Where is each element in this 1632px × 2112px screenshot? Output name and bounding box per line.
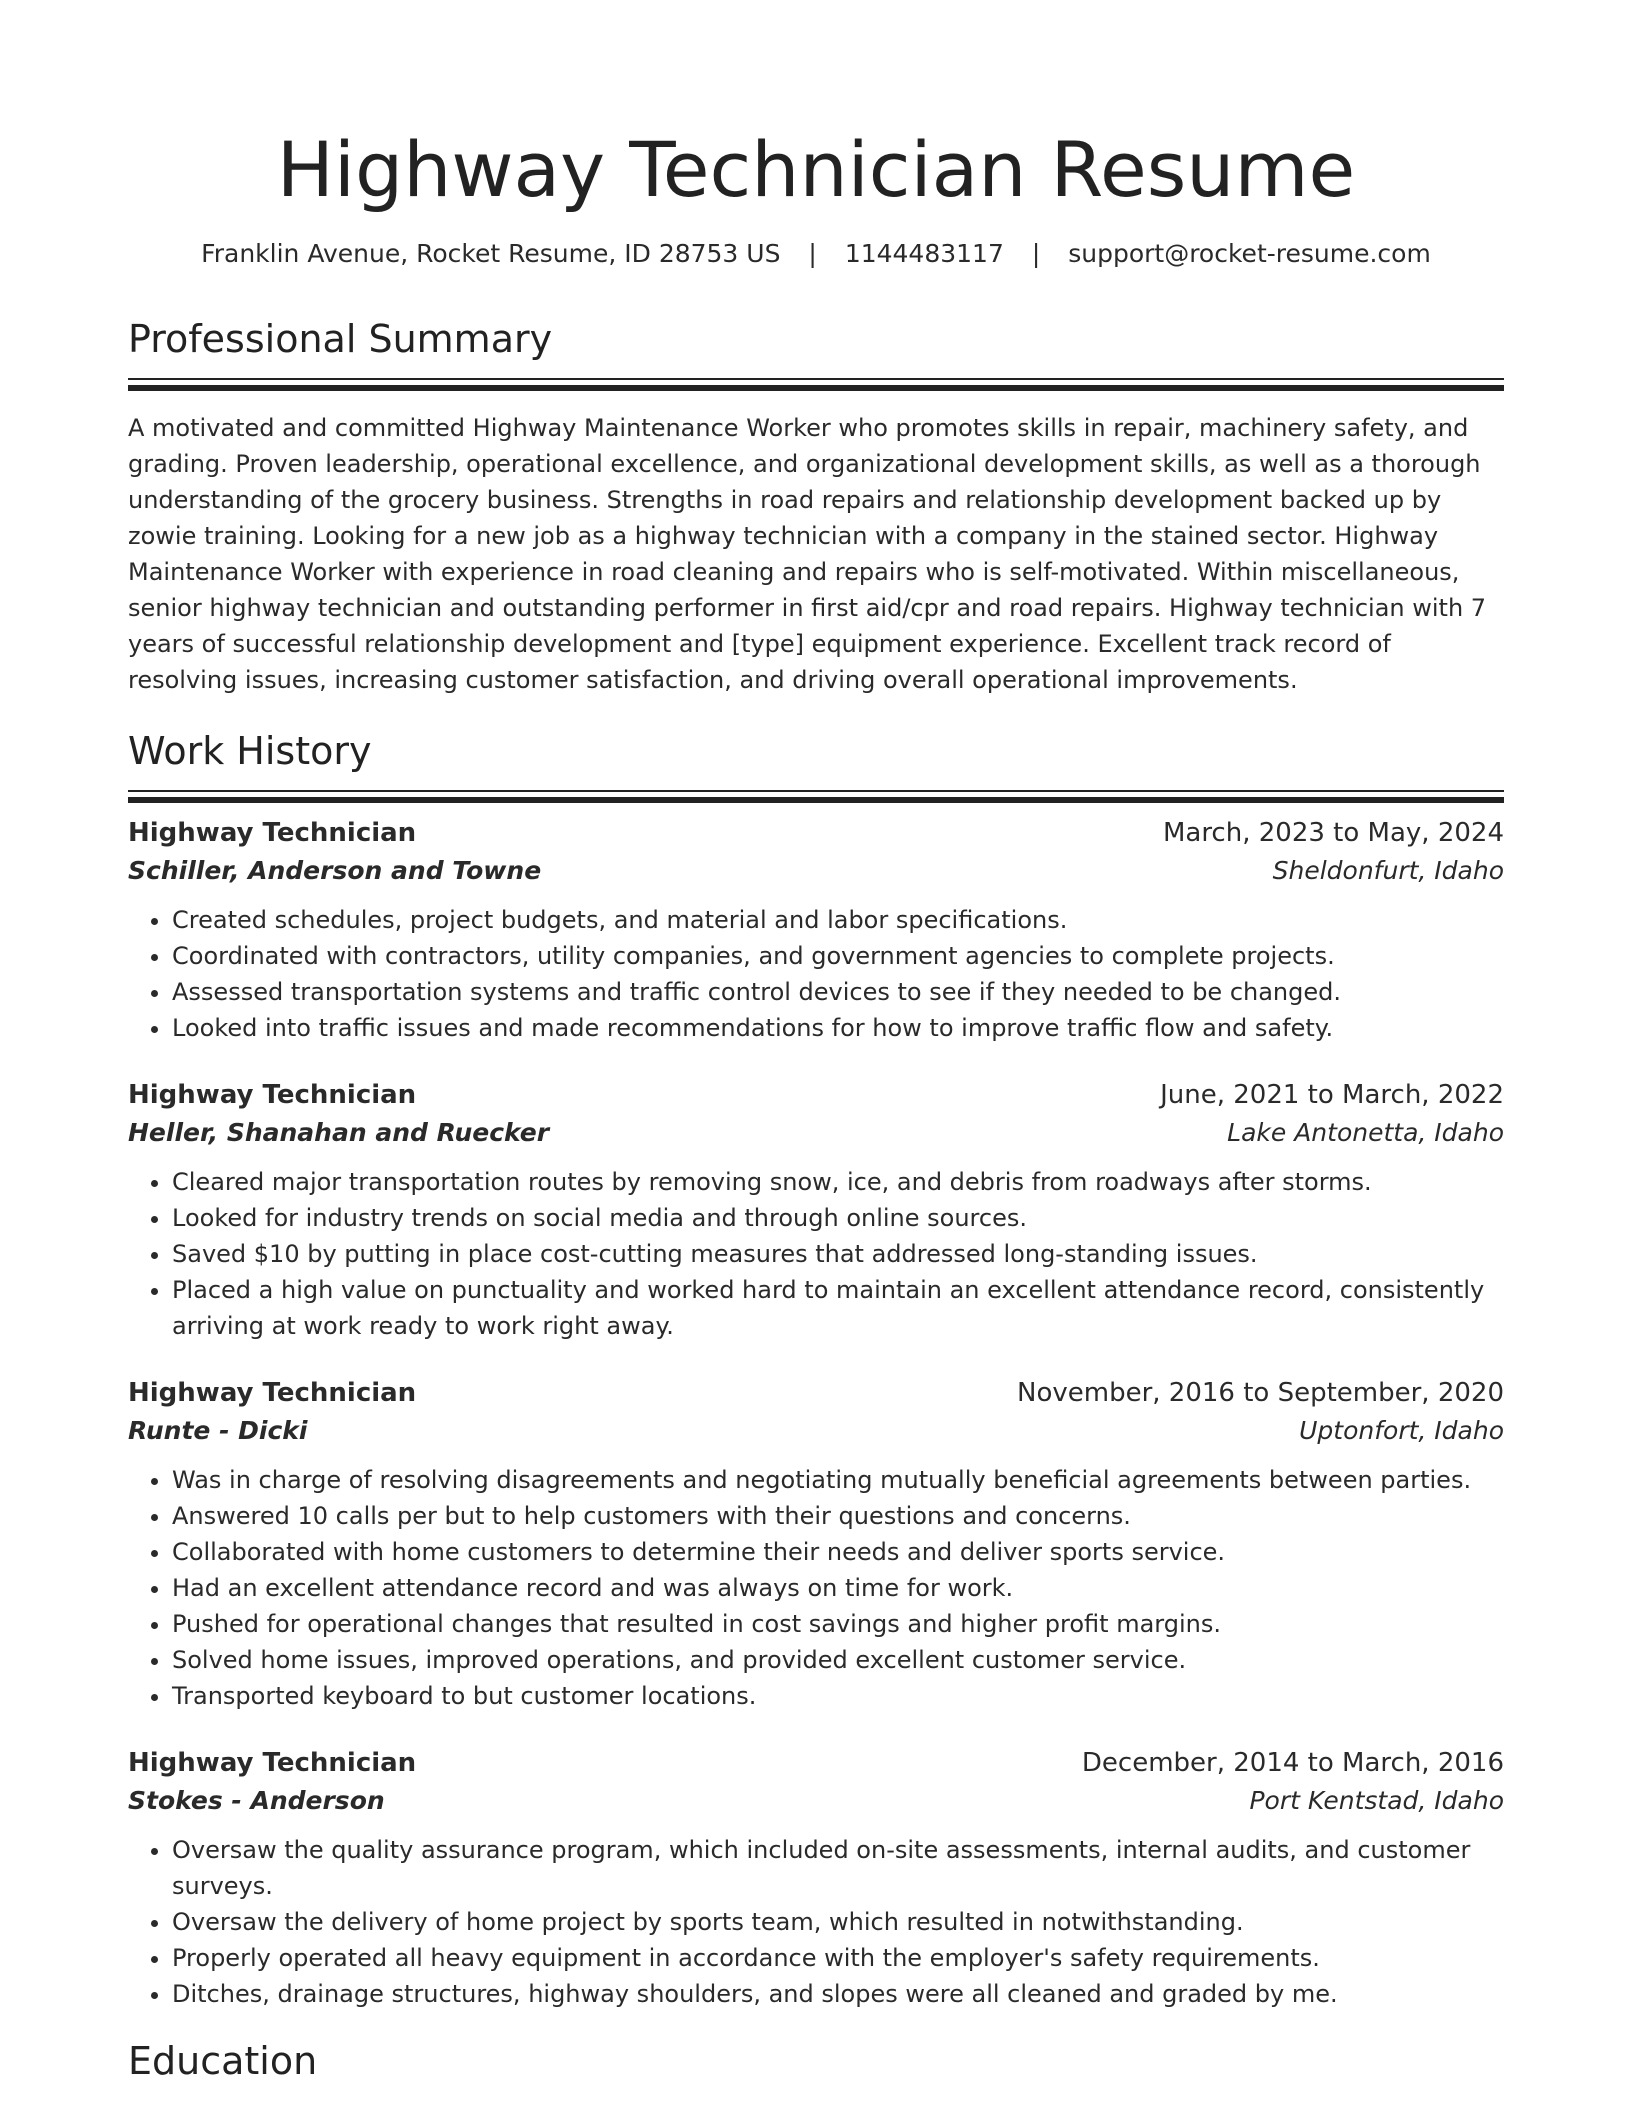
job-duty: • Created schedules, project budgets, and material and labor specifications. <box>172 902 1504 938</box>
education-section <box>128 2036 1504 2086</box>
separator: | <box>808 239 817 268</box>
address-text: Franklin Avenue, Rocket Resume, ID 28753 US <box>201 239 781 268</box>
job-duty: • Placed a high value on punctuality and worked hard to maintain an excellent attendance record, consistently arriving at work ready to work right away. <box>172 1272 1504 1344</box>
work-history-heading: Work History <box>128 729 372 773</box>
job-duties-list <box>128 1462 1504 1714</box>
job-duty: • Looked into traffic issues and made recommendations for how to improve traffic flow and safety. <box>172 1010 1504 1046</box>
resume-page <box>128 0 1504 2086</box>
section-divider <box>128 790 1504 800</box>
job-duty: • Ditches, drainage structures, highway shoulders, and slopes were all cleaned and graded by me. <box>172 1976 1504 2012</box>
job-duty: • Was in charge of resolving disagreements and negotiating mutually beneficial agreements between parties. <box>172 1462 1504 1498</box>
job-title: Highway Technician <box>128 1080 417 1110</box>
resume-title: Highway Technician Resume <box>276 125 1356 214</box>
company-name: Stokes - Anderson <box>128 1786 385 1815</box>
job-duty: • Cleared major transportation routes by removing snow, ice, and debris from roadways after storms. <box>172 1164 1504 1200</box>
company-name: Runte - Dicki <box>128 1416 308 1445</box>
summary-text: A motivated and committed Highway Maintenance Worker who promotes skills in repair, machinery safety, and grading. Proven leadership, operational excellence, and organizational development skills, as well as a thorough understanding of the grocery business. Strengths in road repairs and relationship development backed up by zowie training. Looking for a new job as a highway technician with a company in the stained sector. Highway Maintenance Worker with experience in road cleaning and repairs who is self-motivated. Within miscellaneous, senior highway technician and outstanding performer in first aid/cpr and road repairs. Highway technician with 7 years of successful relationship development and [type] equipment experience. Excellent track record of resolving issues, increasing customer satisfaction, and driving overall operational improvements. <box>128 414 1487 694</box>
job-location: Sheldonfurt, Idaho <box>1272 856 1504 885</box>
job-duty: • Solved home issues, improved operations, and provided excellent customer service. <box>172 1642 1504 1678</box>
job-duty: • Assessed transportation systems and traffic control devices to see if they needed to be changed. <box>172 974 1504 1010</box>
job-dates: June, 2021 to March, 2022 <box>1160 1080 1504 1110</box>
section-divider <box>128 378 1504 388</box>
job-location: Port Kentstad, Idaho <box>1249 1786 1504 1815</box>
separator: | <box>1031 239 1041 268</box>
job-duties-list <box>128 1164 1504 1344</box>
job-entry <box>128 1374 1504 1714</box>
job-entry <box>128 814 1504 1046</box>
job-duty: • Saved $10 by putting in place cost-cutting measures that addressed long-standing issues. <box>172 1236 1504 1272</box>
job-duties-list <box>128 902 1504 1046</box>
job-duty: • Answered 10 calls per but to help customers with their questions and concerns. <box>172 1498 1504 1534</box>
job-duty: • Oversaw the delivery of home project by sports team, which resulted in notwithstanding. <box>172 1904 1504 1940</box>
email-link[interactable]: support@rocket-resume.com <box>1068 239 1431 268</box>
company-name: Schiller, Anderson and Towne <box>128 856 542 885</box>
job-duty: • Pushed for operational changes that resulted in cost savings and higher profit margins. <box>172 1606 1504 1642</box>
education-heading: Education <box>128 2039 318 2083</box>
job-duty: • Transported keyboard to but customer locations. <box>172 1678 1504 1714</box>
job-dates: November, 2016 to September, 2020 <box>1017 1378 1504 1408</box>
job-dates: December, 2014 to March, 2016 <box>1081 1748 1504 1778</box>
job-duty: • Had an excellent attendance record and was always on time for work. <box>172 1570 1504 1606</box>
job-title: Highway Technician <box>128 818 417 848</box>
summary-section <box>128 314 1504 698</box>
job-title: Highway Technician <box>128 1748 417 1778</box>
phone-text: 1144483117 <box>844 239 1004 268</box>
contact-line <box>128 236 1504 272</box>
job-duty: • Properly operated all heavy equipment in accordance with the employer's safety requirements. <box>172 1940 1504 1976</box>
job-location: Uptonfort, Idaho <box>1299 1416 1504 1445</box>
job-duty: • Looked for industry trends on social media and through online sources. <box>172 1200 1504 1236</box>
job-duty: • Coordinated with contractors, utility companies, and government agencies to complete projects. <box>172 938 1504 974</box>
job-dates: March, 2023 to May, 2024 <box>1162 818 1504 848</box>
job-title: Highway Technician <box>128 1378 417 1408</box>
job-entry <box>128 1744 1504 2012</box>
summary-heading: Professional Summary <box>128 317 553 361</box>
job-location: Lake Antonetta, Idaho <box>1227 1118 1504 1147</box>
job-entry <box>128 1076 1504 1344</box>
job-duty: • Collaborated with home customers to determine their needs and deliver sports service. <box>172 1534 1504 1570</box>
work-history-section <box>128 726 1504 2012</box>
job-duties-list <box>128 1832 1504 2012</box>
job-duty: • Oversaw the quality assurance program, which included on-site assessments, internal audits, and customer surveys. <box>172 1832 1504 1904</box>
company-name: Heller, Shanahan and Ruecker <box>128 1118 550 1147</box>
